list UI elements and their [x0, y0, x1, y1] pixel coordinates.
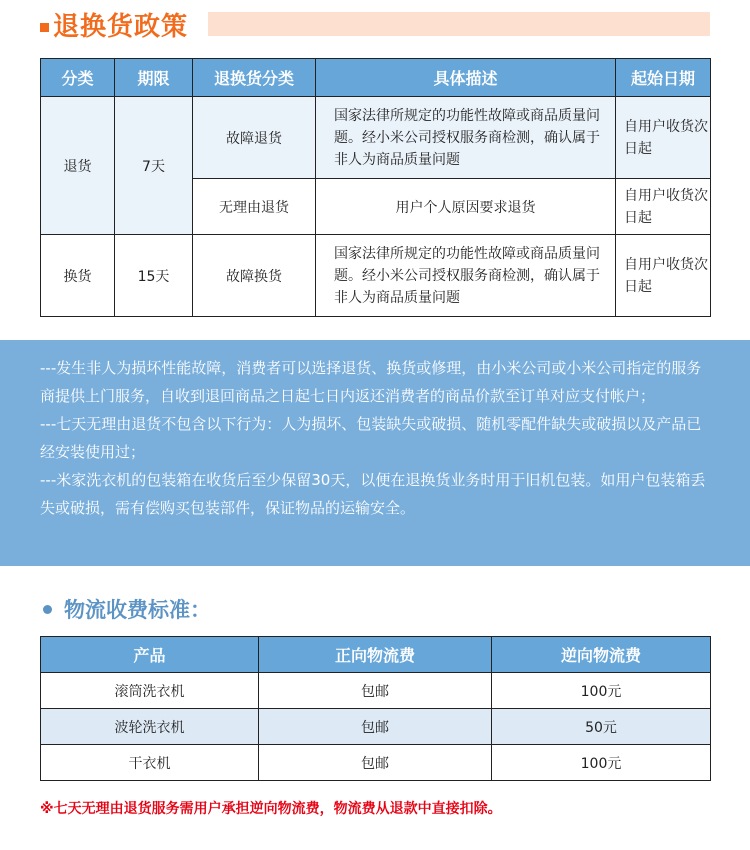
table-row [41, 673, 711, 709]
table-row [41, 709, 711, 745]
note-text: ---发生非人为损坏性能故障，消费者可以选择退货、换货或修理，由小米公司或小米公司指定的服务商提供上门服务，自收到退回商品之日起七日内返还消费者的商品价款至订单对应支付帐户； [40, 359, 702, 405]
reverse-fee-cell: 50元 [492, 709, 711, 745]
product-cell: 干衣机 [41, 745, 259, 781]
start-cell: 自用户收货次日起 [616, 179, 711, 235]
header-cell: 分类 [41, 59, 115, 97]
forward-fee-cell: 包邮 [259, 745, 492, 781]
header-cell: 起始日期 [616, 59, 711, 97]
table-header [41, 637, 711, 673]
forward-fee-cell: 包邮 [259, 673, 492, 709]
section-title [40, 6, 188, 42]
type-cell: 故障换货 [193, 235, 316, 317]
desc-cell: 国家法律所规定的功能性故障或商品质量问题。经小米公司授权服务商检测，确认属于非人为商品质量问题 [316, 97, 616, 179]
table-row [41, 97, 711, 179]
note-text: ---七天无理由退货不包含以下行为：人为损坏、包装缺失或破损、随机零配件缺失或破损以及产品已经安装使用过； [40, 415, 702, 461]
header-cell: 正向物流费 [259, 637, 492, 673]
dot-bullet-icon [43, 605, 52, 614]
header-cell: 期限 [115, 59, 193, 97]
desc-cell: 国家法律所规定的功能性故障或商品质量问题。经小米公司授权服务商检测，确认属于非人为商品质量问题 [316, 235, 616, 317]
reverse-fee-cell: 100元 [492, 673, 711, 709]
header-cell: 具体描述 [316, 59, 616, 97]
product-cell: 波轮洗衣机 [41, 709, 259, 745]
table-header [41, 59, 711, 97]
footnote: ※七天无理由退货服务需用户承担逆向物流费，物流费从退款中直接扣除。 [40, 801, 502, 817]
policy-table [40, 58, 711, 317]
header-cell: 逆向物流费 [492, 637, 711, 673]
start-cell: 自用户收货次日起 [616, 235, 711, 317]
product-cell: 滚筒洗衣机 [41, 673, 259, 709]
type-cell: 无理由退货 [193, 179, 316, 235]
forward-fee-cell: 包邮 [259, 709, 492, 745]
note-text: ---米家洗衣机的包装箱在收货后至少保留30天，以便在退换货业务时用于旧机包装。如用户包装箱丢失或破损，需有偿购买包装部件，保证物品的运输安全。 [40, 471, 706, 517]
header-cell: 产品 [41, 637, 259, 673]
policy-title: 退换货政策 [53, 11, 189, 42]
table-row [41, 235, 711, 317]
logistics-table [40, 636, 711, 781]
category-cell: 换货 [41, 235, 115, 317]
square-bullet-icon [40, 23, 49, 32]
header-cell: 退换货分类 [193, 59, 316, 97]
start-cell: 自用户收货次日起 [616, 97, 711, 179]
logistics-heading [40, 594, 211, 624]
desc-cell: 用户个人原因要求退货 [316, 179, 616, 235]
category-cell: 退货 [41, 97, 115, 235]
title-bar-decoration [208, 12, 710, 36]
period-cell: 15天 [115, 235, 193, 317]
table-row [41, 745, 711, 781]
notes-banner [0, 340, 750, 566]
reverse-fee-cell: 100元 [492, 745, 711, 781]
logistics-title: 物流收费标准： [64, 598, 211, 622]
type-cell: 故障退货 [193, 97, 316, 179]
period-cell: 7天 [115, 97, 193, 235]
